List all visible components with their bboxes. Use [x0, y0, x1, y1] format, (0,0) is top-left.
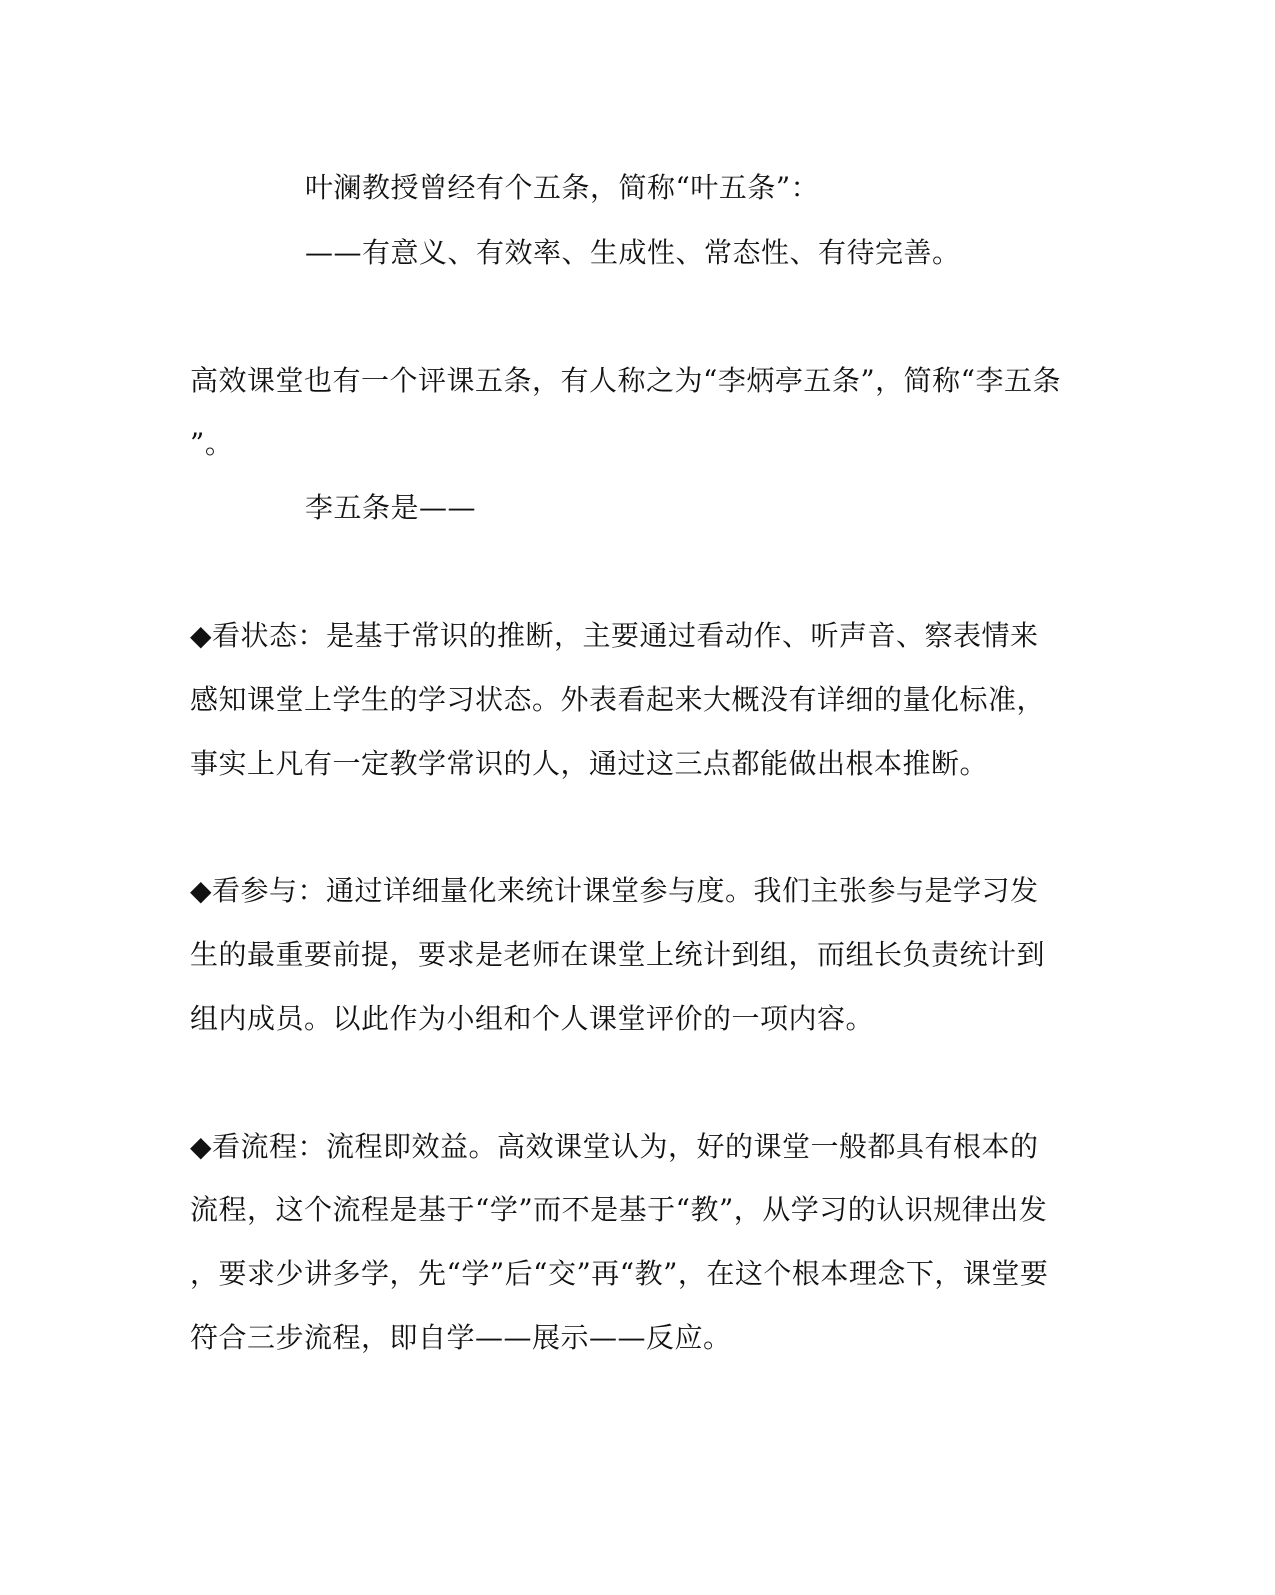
- li-heading: 李五条是——: [305, 491, 477, 524]
- li-intro-line-2: ”。: [190, 427, 234, 460]
- point-process-line-4: 符合三步流程，即自学——展示——反应。: [190, 1321, 732, 1354]
- point-status-line-3: 事实上凡有一定教学常识的人，通过这三点都能做出根本推断。: [190, 747, 989, 780]
- intro-line-2: ——有意义、有效率、生成性、常态性、有待完善。: [305, 236, 961, 269]
- point-participation-line-1: ◆看参与：通过详细量化来统计课堂参与度。我们主张参与是学习发: [190, 874, 1039, 907]
- li-intro-line-1: 高效课堂也有一个评课五条，有人称之为“李炳亭五条”，简称“李五条: [190, 364, 1061, 397]
- intro-line-1: 叶澜教授曾经有个五条，简称“叶五条”：: [305, 171, 820, 204]
- point-process-line-2: 流程，这个流程是基于“学”而不是基于“教”，从学习的认识规律出发: [190, 1193, 1048, 1226]
- point-participation-line-3: 组内成员。以此作为小组和个人课堂评价的一项内容。: [190, 1002, 875, 1035]
- point-status-line-2: 感知课堂上学生的学习状态。外表看起来大概没有详细的量化标准，: [190, 683, 1046, 716]
- point-status-line-1: ◆看状态：是基于常识的推断，主要通过看动作、听声音、察表情来: [190, 619, 1039, 652]
- point-process-line-3: ，要求少讲多学，先“学”后“交”再“教”，在这个根本理念下，课堂要: [190, 1257, 1049, 1290]
- point-participation-line-2: 生的最重要前提，要求是老师在课堂上统计到组，而组长负责统计到: [190, 938, 1046, 971]
- point-process-line-1: ◆看流程：流程即效益。高效课堂认为，好的课堂一般都具有根本的: [190, 1130, 1039, 1163]
